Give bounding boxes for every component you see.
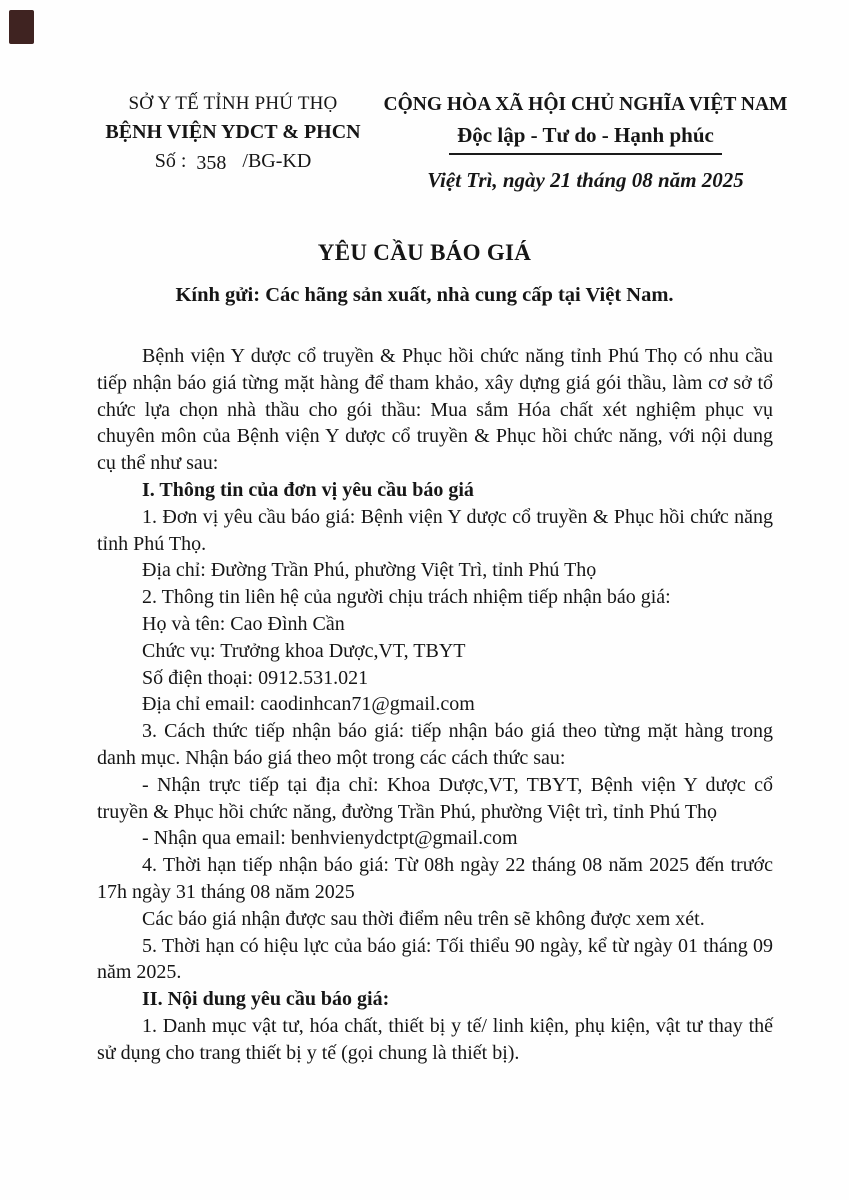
- item-2-contact-info: 2. Thông tin liên hệ của người chịu trách nhiệm tiếp nhận báo giá:: [142, 586, 671, 609]
- document-body: [97, 343, 773, 1067]
- method-direct-address: - Nhận trực tiếp tại địa chỉ: Khoa Dược,VT, TBYT, Bệnh viện Y dược cổ truyền & Phục hồi chức năng, đường Trần Phú, phường Việt trì, tỉnh Phú Thọ: [97, 773, 773, 823]
- country-title: CỘNG HÒA XÃ HỘI CHỦ NGHĨA VIỆT NAM: [383, 94, 788, 115]
- intro-paragraph: Bệnh viện Y dược cổ truyền & Phục hồi chức năng tỉnh Phú Thọ có nhu cầu tiếp nhận báo giá từng mặt hàng để tham khảo, xây dựng giá gói thầu, làm cơ sở tổ chức lựa chọn nhà thầu cho gói thầu: Mua sắm Hóa chất xét nghiệm phục vụ chuyên môn của Bệnh viện Y dược cổ truyền & Phục hồi chức năng, với nội dung cụ thể như sau:: [97, 345, 773, 475]
- item-4-deadline: 4. Thời hạn tiếp nhận báo giá: Từ 08h ngày 22 tháng 08 năm 2025 đến trước 17h ngày 31 tháng 08 năm 2025: [97, 854, 773, 903]
- scan-corner-mark: [9, 10, 34, 44]
- contact-email: Địa chỉ email: caodinhcan71@gmail.com: [142, 693, 475, 716]
- item-5-validity: 5. Thời hạn có hiệu lực của báo giá: Tối thiểu 90 ngày, kể từ ngày 01 tháng 09 năm 2025.: [97, 934, 773, 984]
- salutation-line: Kính gửi: Các hãng sản xuất, nhà cung cấp tại Việt Nam.: [175, 284, 674, 306]
- motto-text: Độc lập - Tư do - Hạnh phúc: [449, 122, 722, 154]
- contact-name: Họ và tên: Cao Đình Cần: [142, 612, 345, 635]
- issuer-department: SỞ Y TẾ TỈNH PHÚ THỌ: [128, 93, 338, 114]
- issuer-hospital: BỆNH VIỆN YDCT & PHCN: [105, 120, 361, 143]
- issuer-block: [98, 92, 368, 174]
- place-date-line: Việt Trì, ngày 21 tháng 08 năm 2025: [427, 167, 744, 192]
- document-title: YÊU CẦU BÁO GIÁ: [317, 240, 532, 265]
- contact-phone: Số điện thoại: 0912.531.021: [142, 666, 369, 689]
- document-number-value: 358: [196, 151, 227, 174]
- document-number-line: [98, 148, 368, 174]
- document-number-label: Số :: [154, 149, 187, 172]
- national-header-block: [378, 92, 793, 194]
- note-late-quotes: Các báo giá nhận được sau thời điểm nêu trên sẽ không được xem xét.: [142, 907, 705, 930]
- document-number-suffix: /BG-KD: [242, 149, 312, 172]
- item-1-supplies-list: 1. Danh mục vật tư, hóa chất, thiết bị y tế/ linh kiện, phụ kiện, vật tư thay thế sử dụng cho trang thiết bị y tế (gọi chung là thiết bị).: [97, 1014, 773, 1064]
- section-1-heading: I. Thông tin của đơn vị yêu cầu báo giá: [142, 478, 474, 501]
- item-address: Địa chỉ: Đường Trần Phú, phường Việt Trì, tỉnh Phú Thọ: [142, 559, 597, 582]
- item-3-reception-method: 3. Cách thức tiếp nhận báo giá: tiếp nhận báo giá theo từng mặt hàng trong danh mục. Nhận báo giá theo một trong các cách thức sau:: [97, 720, 773, 769]
- contact-position: Chức vụ: Trưởng khoa Dược,VT, TBYT: [142, 639, 466, 662]
- section-2-heading: II. Nội dung yêu cầu báo giá:: [142, 988, 390, 1011]
- method-email: - Nhận qua email: benhvienydctpt@gmail.com: [142, 827, 518, 850]
- item-1-requesting-unit: 1. Đơn vị yêu cầu báo giá: Bệnh viện Y dược cổ truyền & Phục hồi chức năng tỉnh Phú Thọ.: [97, 505, 773, 555]
- motto-line: [378, 122, 793, 154]
